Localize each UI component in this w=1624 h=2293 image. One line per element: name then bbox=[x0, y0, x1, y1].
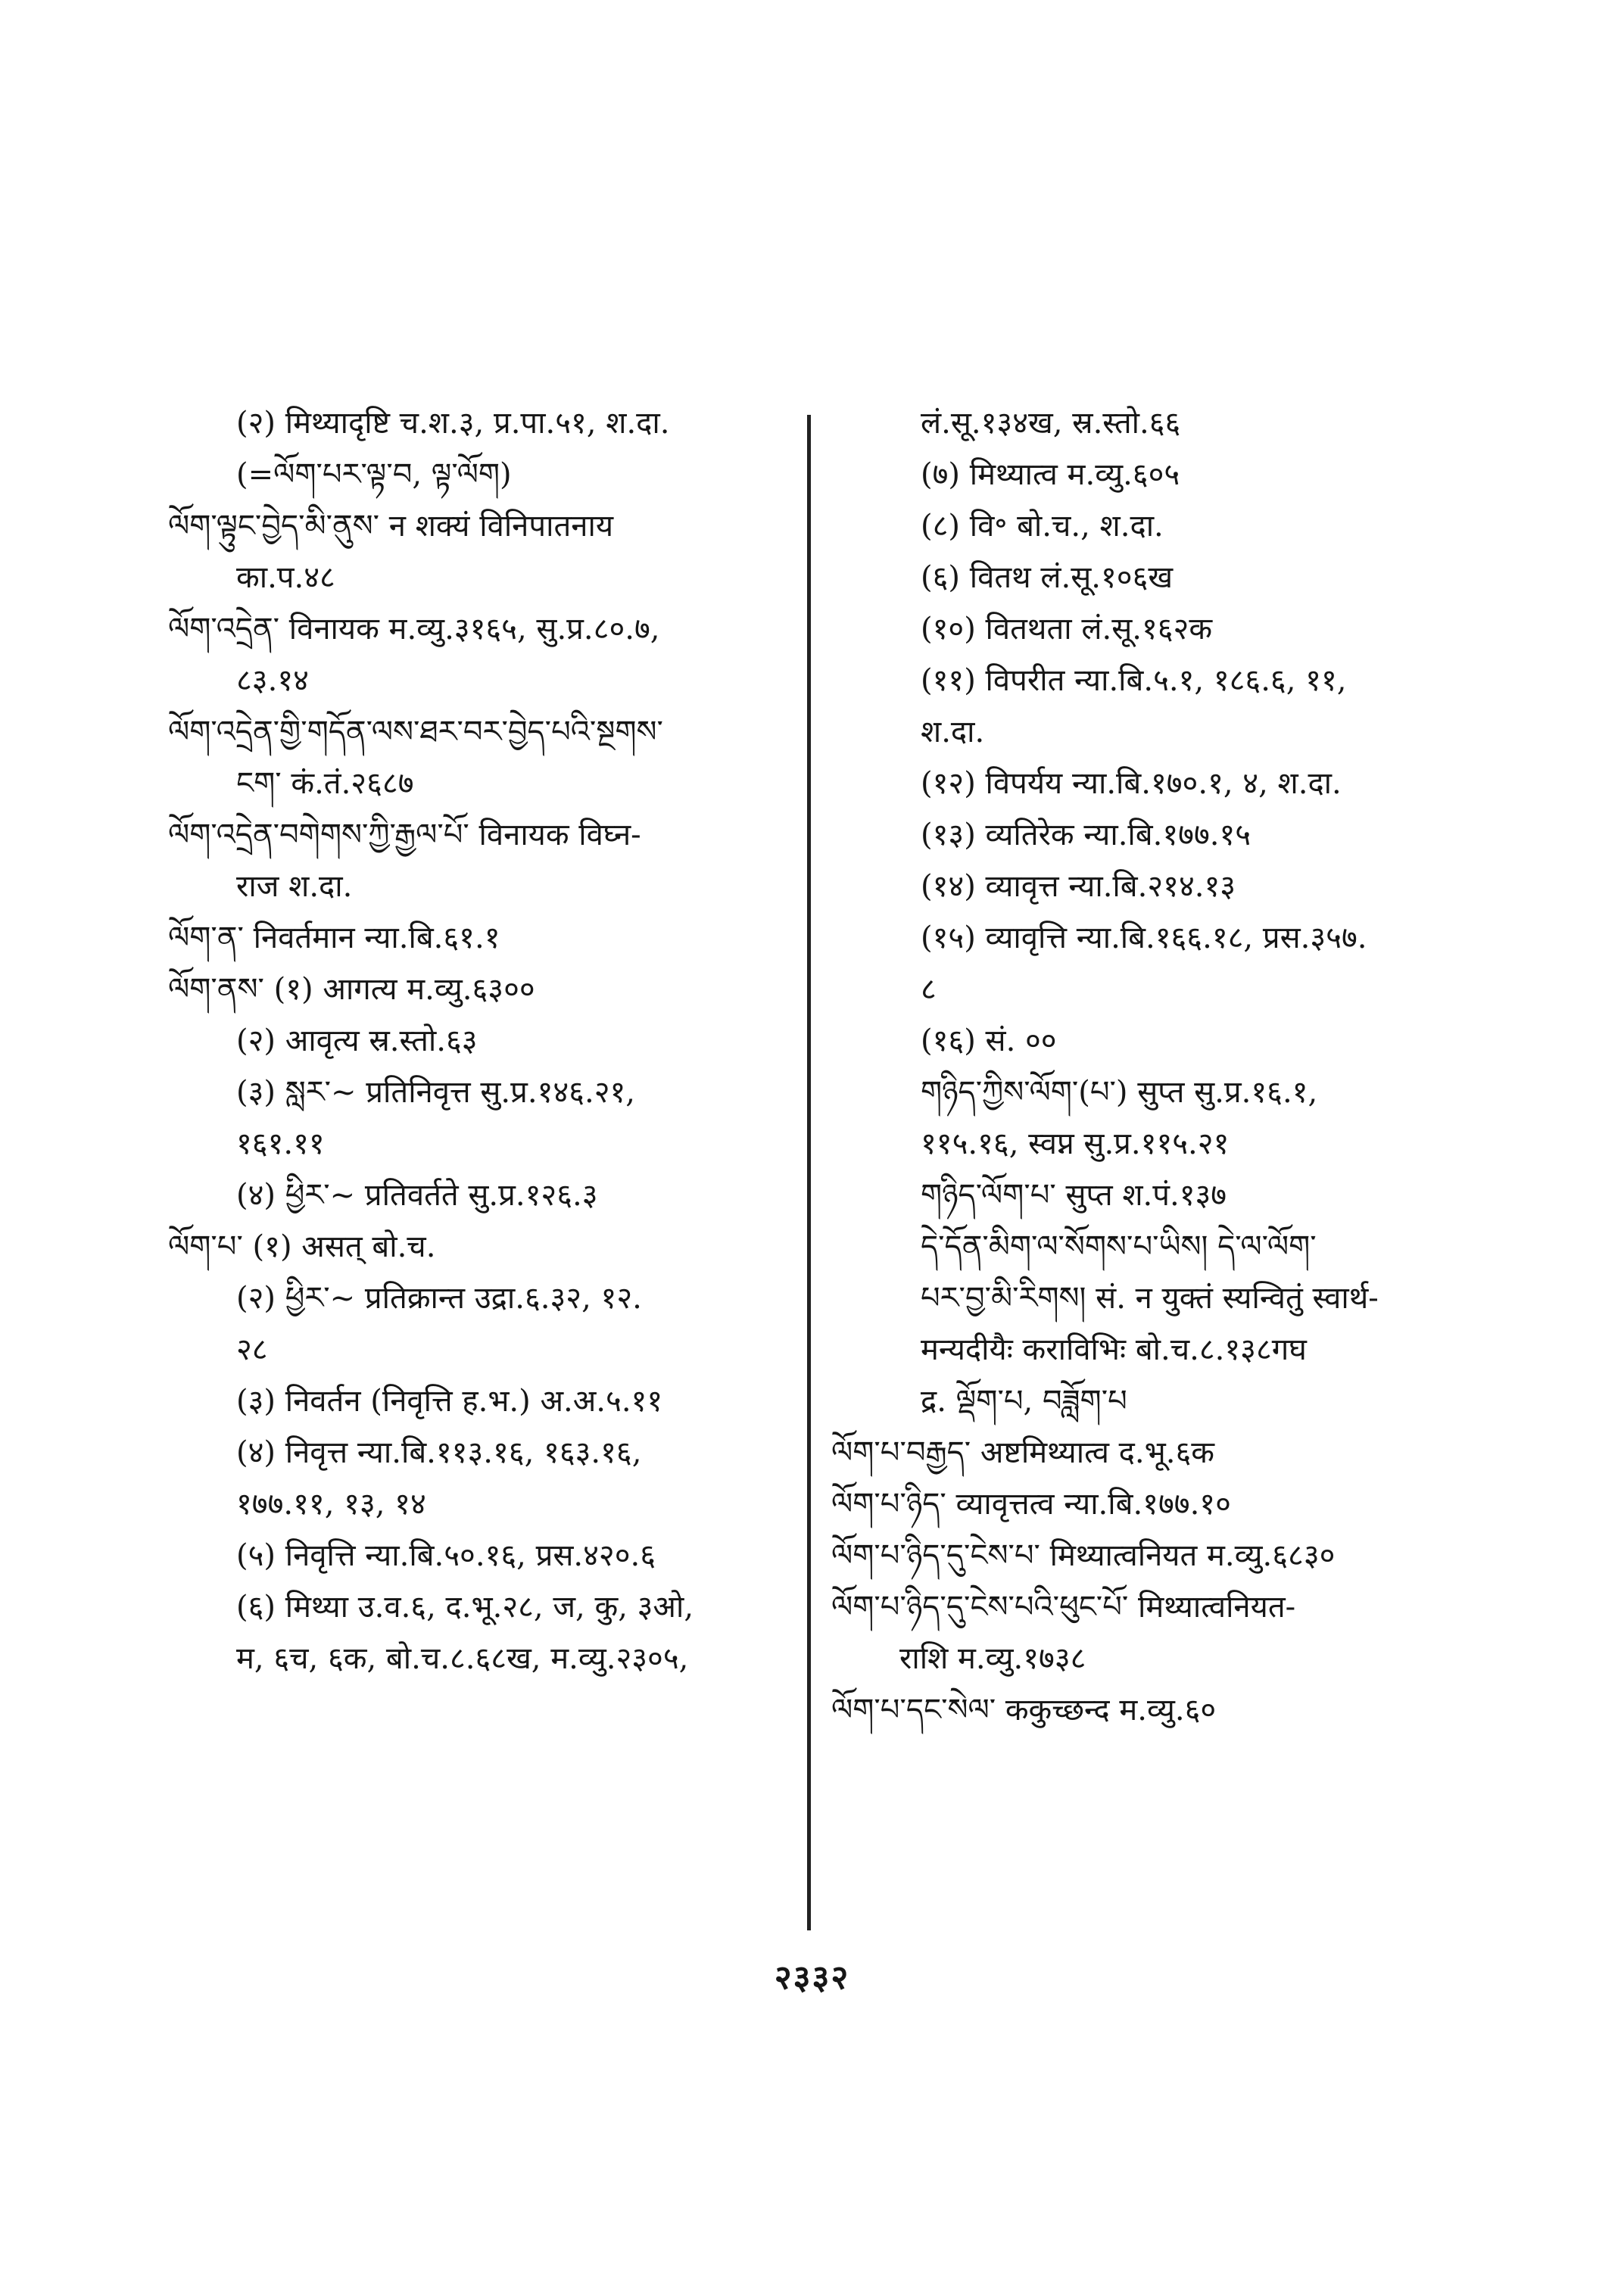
dictionary-entry-line: དེ་དོན་མིག་ལ་སོགས་པ་ཡིས། དེ་ལ་ལོག་ bbox=[921, 1229, 1317, 1264]
left-column bbox=[168, 397, 796, 1684]
dictionary-entry-line: ११५.१६, स्वप्न सु.प्र.११५.२१ bbox=[921, 1126, 1230, 1161]
dictionary-entry-line: ८३.१४ bbox=[236, 663, 309, 698]
dictionary-headword-line: ལོག་འདྲེན་གྱི་གདོན་ལས་ཐར་བར་བྱེད་པའི་སྔགས་ bbox=[168, 715, 663, 749]
column-divider bbox=[807, 415, 811, 1930]
dictionary-entry-line: (=ལོག་པར་ལྟ་བ, ལྟ་ལོག) bbox=[236, 457, 512, 492]
dictionary-entry-line: (१०) वितथता लं.सू.१६२क bbox=[921, 612, 1213, 646]
dictionary-headword-line: ལོག་པ་དང་སེལ་ ककुच्छन्द म.व्यु.६० bbox=[831, 1693, 1217, 1728]
dictionary-entry-line: (३) སླར་~ प्रतिनिवृत्त सु.प्र.१४६.२१, bbox=[236, 1075, 636, 1110]
dictionary-entry-line: (२) मिथ्यादृष्टि च.श.३, प्र.पा.५१, श.दा. bbox=[236, 406, 670, 441]
page-number: २३३२ bbox=[774, 1958, 850, 1997]
dictionary-headword-line: ལོག་ན་ निवर्तमान न्या.बि.६१.१ bbox=[168, 921, 500, 955]
dictionary-headword-line: ལོག་ལྟུང་བྱེད་མི་ནུས་ न शक्यं विनिपातनाय bbox=[168, 509, 614, 544]
dictionary-entry-line: པར་བྱ་མི་རིགས། सं. न युक्तं स्यन्वितुं स्वार्थ- bbox=[921, 1281, 1379, 1316]
dictionary-entry-line: (१२) विपर्यय न्या.बि.१७०.१, ४, श.दा. bbox=[921, 766, 1342, 801]
dictionary-entry-line: གཉིད་ཀྱིས་ལོག་(པ་) सुप्त सु.प्र.१६.१, bbox=[921, 1075, 1318, 1110]
dictionary-entry-line: (७) मिथ्यात्व म.व्यु.६०५ bbox=[921, 457, 1180, 492]
dictionary-entry-line: (१४) व्यावृत्त न्या.बि.२१४.१३ bbox=[921, 869, 1236, 904]
dictionary-entry-line: म, ६च, ६क, बो.च.८.६८ख, म.व्यु.२३०५, bbox=[236, 1641, 689, 1676]
dictionary-entry-line: मन्यदीयैः कराविभिः बो.च.८.१३८गघ bbox=[921, 1332, 1307, 1367]
dictionary-entry-line: (१५) व्यावृत्ति न्या.बि.१६६.१८, प्रस.३५७. bbox=[921, 921, 1367, 955]
dictionary-entry-line: राज श.दा. bbox=[236, 869, 353, 904]
dictionary-entry-line: २८ bbox=[236, 1332, 268, 1367]
dictionary-entry-line: द्र. ལྡོག་པ, བཟློག་པ bbox=[921, 1384, 1127, 1419]
dictionary-headword-line: ལོག་ནས་ (१) आगत्य म.व्यु.६३०० bbox=[168, 972, 535, 1007]
dictionary-entry-line: (४) ཕྱིར་~ प्रतिवर्तते सु.प्र.१२६.३ bbox=[236, 1178, 598, 1213]
dictionary-entry-line: གཉིད་ལོག་པ་ सुप्त श.पं.१३७ bbox=[921, 1178, 1227, 1213]
dictionary-entry-line: (११) विपरीत न्या.बि.५.१, १८६.६, ११, bbox=[921, 663, 1347, 698]
dictionary-headword-line: ལོག་འདྲེན་བགེགས་ཀྱི་རྒྱལ་པོ་ विनायक विघ्न- bbox=[168, 818, 641, 852]
dictionary-headword-line: ལོག་འདྲེན་ विनायक म.व्यु.३१६५, सु.प्र.८०.७, bbox=[168, 612, 660, 646]
dictionary-entry-line: (१६) सं. ०० bbox=[921, 1023, 1057, 1058]
dictionary-entry-line: लं.सू.१३४ख, स्र.स्तो.६६ bbox=[921, 406, 1181, 441]
dictionary-entry-line: (४) निवृत्त न्या.बि.११३.१६, १६३.१६, bbox=[236, 1435, 642, 1470]
dictionary-entry-line: (६) वितथ लं.सू.१०६ख bbox=[921, 560, 1174, 595]
dictionary-entry-line: (२) ཕྱིར་~ प्रतिक्रान्त उद्रा.६.३२, १२. bbox=[236, 1281, 642, 1316]
dictionary-headword-line: ལོག་པ་ཉིད་དུ་ངེས་པའི་ཕུང་པོ་ मिथ्यात्वनियत- bbox=[831, 1590, 1296, 1625]
dictionary-entry-line: (२) आवृत्य स्र.स्तो.६३ bbox=[236, 1023, 478, 1058]
dictionary-entry-line: १६१.११ bbox=[236, 1126, 325, 1161]
dictionary-entry-line: (३) निवर्तन (निवृत्ति ह.भ.) अ.अ.५.११ bbox=[236, 1384, 663, 1419]
dictionary-entry-line: ८ bbox=[921, 972, 937, 1007]
dictionary-entry-line: (८) वि॰ बो.च., श.दा. bbox=[921, 509, 1164, 544]
right-column bbox=[831, 397, 1482, 1736]
dictionary-entry-line: (५) निवृत्ति न्या.बि.५०.१६, प्रस.४२०.६ bbox=[236, 1538, 656, 1573]
dictionary-entry-line: (१३) व्यतिरेक न्या.बि.१७७.१५ bbox=[921, 818, 1252, 852]
dictionary-entry-line: का.प.४८ bbox=[236, 560, 335, 595]
dictionary-headword-line: ལོག་པ་བརྒྱད་ अष्टमिथ्यात्व द.भू.६क bbox=[831, 1435, 1214, 1470]
dictionary-entry-line: ངག་ कं.तं.२६८७ bbox=[236, 766, 414, 801]
dictionary-entry-line: श.दा. bbox=[921, 715, 985, 749]
dictionary-entry-line: १७७.११, १३, १४ bbox=[236, 1487, 426, 1522]
dictionary-entry-line: (६) मिथ्या उ.व.६, द.भू.२८, ज, कु, ३ओ, bbox=[236, 1590, 694, 1625]
dictionary-headword-line: ལོག་པ་ཉིད་ व्यावृत्तत्व न्या.बि.१७७.१० bbox=[831, 1487, 1231, 1522]
dictionary-headword-line: ལོག་པ་ཉིད་དུ་ངེས་པ་ मिथ्यात्वनियत म.व्यु.६८३० bbox=[831, 1538, 1336, 1573]
dictionary-entry-line: राशि म.व्यु.१७३८ bbox=[899, 1641, 1086, 1676]
dictionary-headword-line: ལོག་པ་ (१) असत् बो.च. bbox=[168, 1229, 436, 1264]
